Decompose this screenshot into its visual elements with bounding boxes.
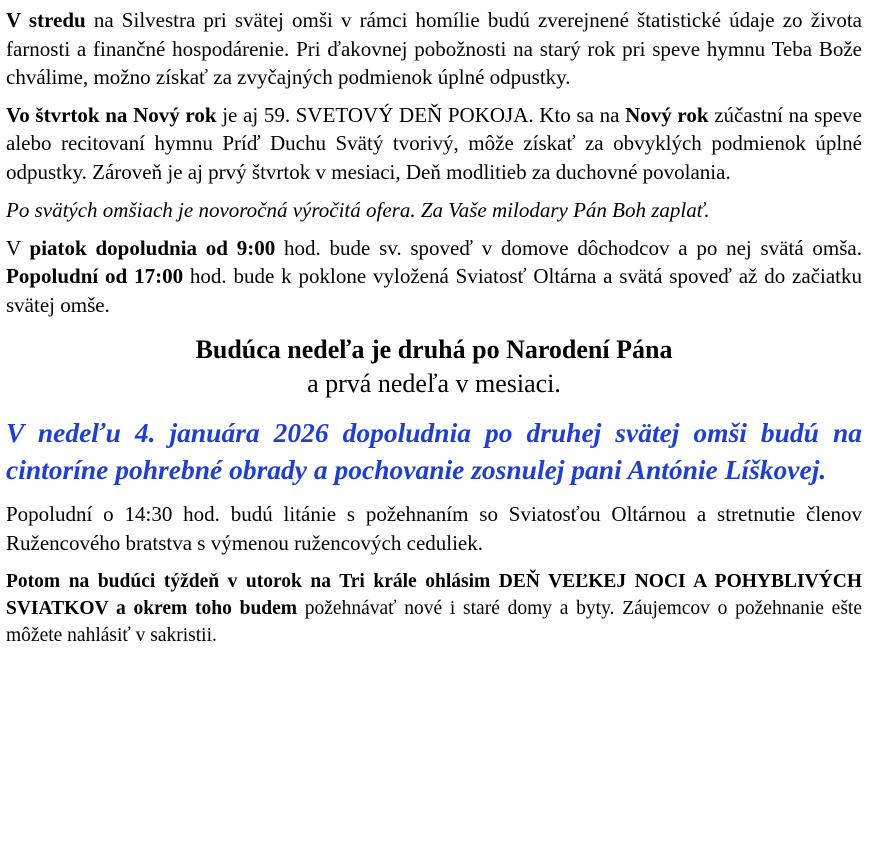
bold-phrase: piatok dopoludnia od 9:00 — [29, 235, 276, 260]
paragraph-text: hod. bude sv. spoveď v domove dôchodcov a po nej svätá omša. — [275, 235, 862, 260]
bold-lead: V stredu — [6, 8, 86, 32]
bold-phrase: Popoludní od 17:00 — [6, 264, 184, 288]
announcement-litany — [6, 500, 862, 557]
paragraph-text: V — [6, 235, 30, 260]
paragraph-text: zúčastní na speve alebo recitovaní hymnu Príď Duchu Svätý tvorivý, môže získať za obvyklých podmienok úplné odpustky. Zároveň je aj prvý štvrtok v mesiaci, Deň modlitieb za duchovné povolania. — [6, 102, 862, 184]
paragraph-text: hod. bude k poklone vyložená Sviatosť Oltárna a svätá spoveď až do začiatku svätej omše. — [6, 264, 862, 317]
paragraph-text: požehnávať nové i staré domy a byty. Záujemcov o požehnanie ešte môžete nahlásiť v sakristii. — [6, 598, 862, 646]
heading-line-regular: a prvá nedeľa v mesiaci. — [307, 369, 561, 398]
paragraph-text: Po svätých omšiach je novoročná výročitá ofera. Za Vaše milodary Pán Boh zaplať. — [6, 198, 710, 222]
funeral-announcement: V nedeľu 4. januára 2026 dopoludnia po druhej svätej omši budú na cintoríne pohrebné obrady a pochovanie zosnulej pani Antónie Líškovej. — [6, 417, 862, 485]
bold-lead: Potom na budúci týždeň v utorok na Tri krále ohlásim DEŇ VEĽKEJ NOCI A POHYBLIVÝCH SVIATKOV a okrem toho budem — [6, 571, 862, 619]
announcement-offering — [6, 196, 862, 225]
announcement-thursday — [6, 101, 862, 187]
next-sunday-heading — [6, 333, 862, 401]
paragraph-text: na Silvestra pri svätej omši v rámci homílie budú zverejnené štatistické údaje zo života farnosti a finančné hospodárenie. Pri ďakovnej pobožnosti na starý rok pri speve hymnu Teba Bože chválime, možno získať za zvyčajných podmienok úplné odpustky. — [6, 8, 862, 89]
announcement-blessing — [6, 568, 862, 649]
bold-lead: Vo štvrtok na Nový rok — [6, 102, 217, 127]
announcement-wednesday — [6, 6, 862, 92]
heading-line-bold: Budúca nedeľa je druhá po Narodení Pána — [195, 335, 673, 364]
bold-phrase: Nový rok — [625, 102, 709, 127]
paragraph-text: je aj 59. SVETOVÝ DEŇ POKOJA. Kto sa na — [216, 102, 626, 127]
announcement-friday — [6, 234, 862, 320]
paragraph-text: Popoludní o 14:30 hod. budú litánie s požehnaním so Sviatosťou Oltárnou a stretnutie členov Ružencového bratstva s výmenou ružencových ceduliek. — [6, 502, 862, 555]
